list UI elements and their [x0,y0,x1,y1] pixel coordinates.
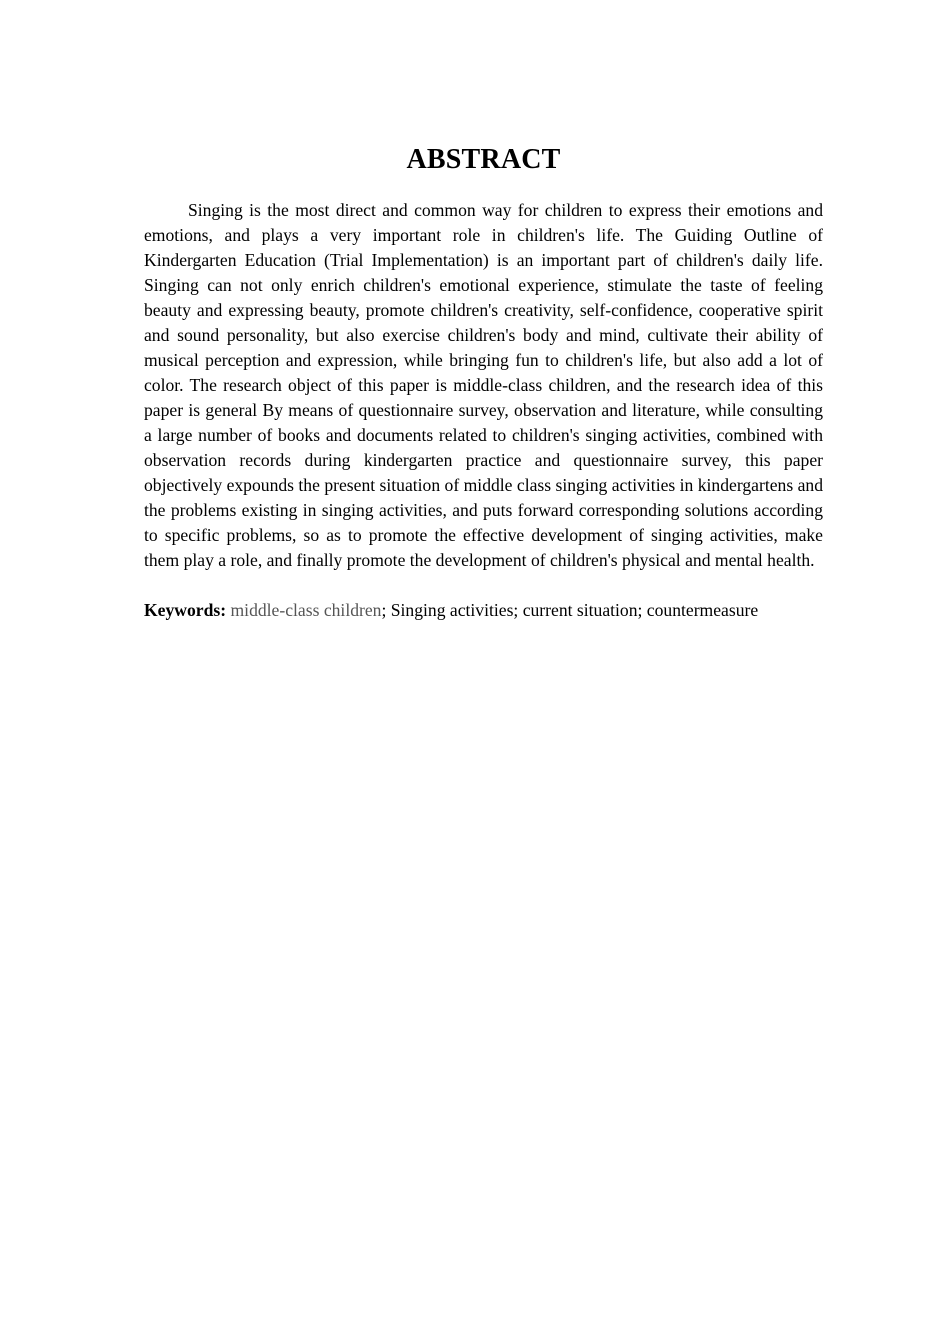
abstract-body: Singing is the most direct and common way for children to express their emotions and emotions, and plays a very important role in children's life. The Guiding Outline of Kindergarten Education (Trial Implementation) is an important part of children's daily life. Singing can not only enrich children's emotional experience, stimulate the taste of feeling beauty and expressing beauty, promote children's creativity, self-confidence, cooperative spirit and sound personality, but also exercise children's body and mind, cultivate their ability of musical perception and expression, while bringing fun to children's life, but also add a lot of color. The research object of this paper is middle-class children, and the research idea of this paper is general By means of questionnaire survey, observation and literature, while consulting a large number of books and documents related to children's singing activities, combined with observation records during kindergarten practice and questionnaire survey, this paper objectively expounds the present situation of middle class singing activities in kindergartens and the problems existing in singing activities, and puts forward corresponding solutions according to specific problems, so as to promote the effective development of singing activities, make them play a role, and finally promote the development of children's physical and mental health. [144,200,823,570]
keywords-line [144,598,823,623]
abstract-title: ABSTRACT [406,144,561,175]
abstract-section [144,142,823,623]
keyword-primary: middle-class children [230,600,382,620]
keywords-label: Keywords: [144,600,231,620]
keywords-rest: ; Singing activities; current situation; countermeasure [381,600,759,620]
